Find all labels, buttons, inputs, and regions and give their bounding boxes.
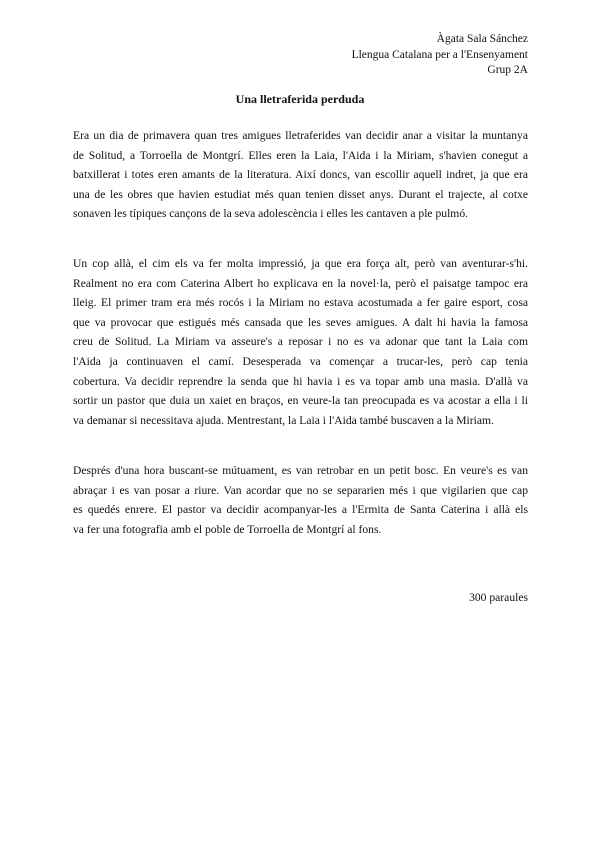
course-name: Llengua Catalana per a l'Ensenyament xyxy=(351,48,528,61)
text-line: sonaven les típiques cançons de la seva adolescència i elles les cantaven a ple pulmó. xyxy=(73,207,469,221)
author-name: Àgata Sala Sánchez xyxy=(436,33,528,45)
word-count: 300 paraules xyxy=(469,591,528,604)
text-line: va demanar si necessitava ajuda. Mentrestant, la Laia i l'Aida també buscaven a la Miriam. xyxy=(73,413,494,427)
paragraph-1 xyxy=(73,126,528,224)
text-line: va fer una fotografia amb el poble de Torroella de Montgrí al fons. xyxy=(73,522,382,536)
text-line: una de les obres que havien estudiat més quan tenien disset anys. Durant el trajecte, al cotxe xyxy=(73,187,528,201)
text-line: de Solitud, a Torroella de Montgrí. Elles eren la Laia, l'Aida i la Miriam, s'havien conegut a xyxy=(73,148,528,162)
paragraph-2 xyxy=(73,254,528,430)
text-line: es quedés enrere. El pastor va decidir acompanyar-les a l'Ermita de Santa Caterina i allà els xyxy=(73,503,528,517)
paragraph-3 xyxy=(73,461,528,539)
text-line: abraçar i es van posar a riure. Van acordar que no se separarien més i que vigilarien que cap xyxy=(73,483,528,497)
text-line: creu de Solitud. La Miriam va asseure's a reposar i no es va adonar que tant la Laia com xyxy=(73,335,528,349)
text-line: Era un dia de primavera quan tres amigues lletraferides van decidir anar a visitar la muntanya xyxy=(73,129,528,142)
document-header xyxy=(352,32,528,79)
text-line: lleig. El primer tram era més rocós i la Miriam no estava acostumada a fer gaire esport, cosa xyxy=(73,296,528,310)
text-line: que va provocar que estigués més cansada que les seves amigues. A dalt hi havia la famosa xyxy=(73,315,528,329)
text-line: l'Aida ja continuaven el camí. Desesperada va començar a trucar-les, però cap tenia xyxy=(73,354,528,368)
text-line: cobertura. Va decidir reprendre la senda que hi havia i es va topar amb una masia. D'allà va xyxy=(73,374,528,388)
text-line: Després d'una hora buscant-se mútuament, es van retrobar en un petit bosc. En veure's es van xyxy=(73,464,528,477)
text-line: sortir un pastor que duia un xaiet en braços, en veure-la tan preocupada es va acostar a ella i li xyxy=(73,394,528,408)
text-line: Un cop allà, el cim els va fer molta impressió, ja que era força alt, però van aventurar-s'hi. xyxy=(73,257,528,270)
document-title: Una lletraferida perduda xyxy=(235,92,365,106)
group-name: Grup 2A xyxy=(487,64,528,76)
text-line: batxillerat i totes eren amants de la literatura. Així doncs, van escollir aquell indret, ja que era xyxy=(73,168,528,182)
text-line: Realment no era com Caterina Albert ho explicava en la novel·la, però el paisatge tampoc era xyxy=(73,276,528,290)
